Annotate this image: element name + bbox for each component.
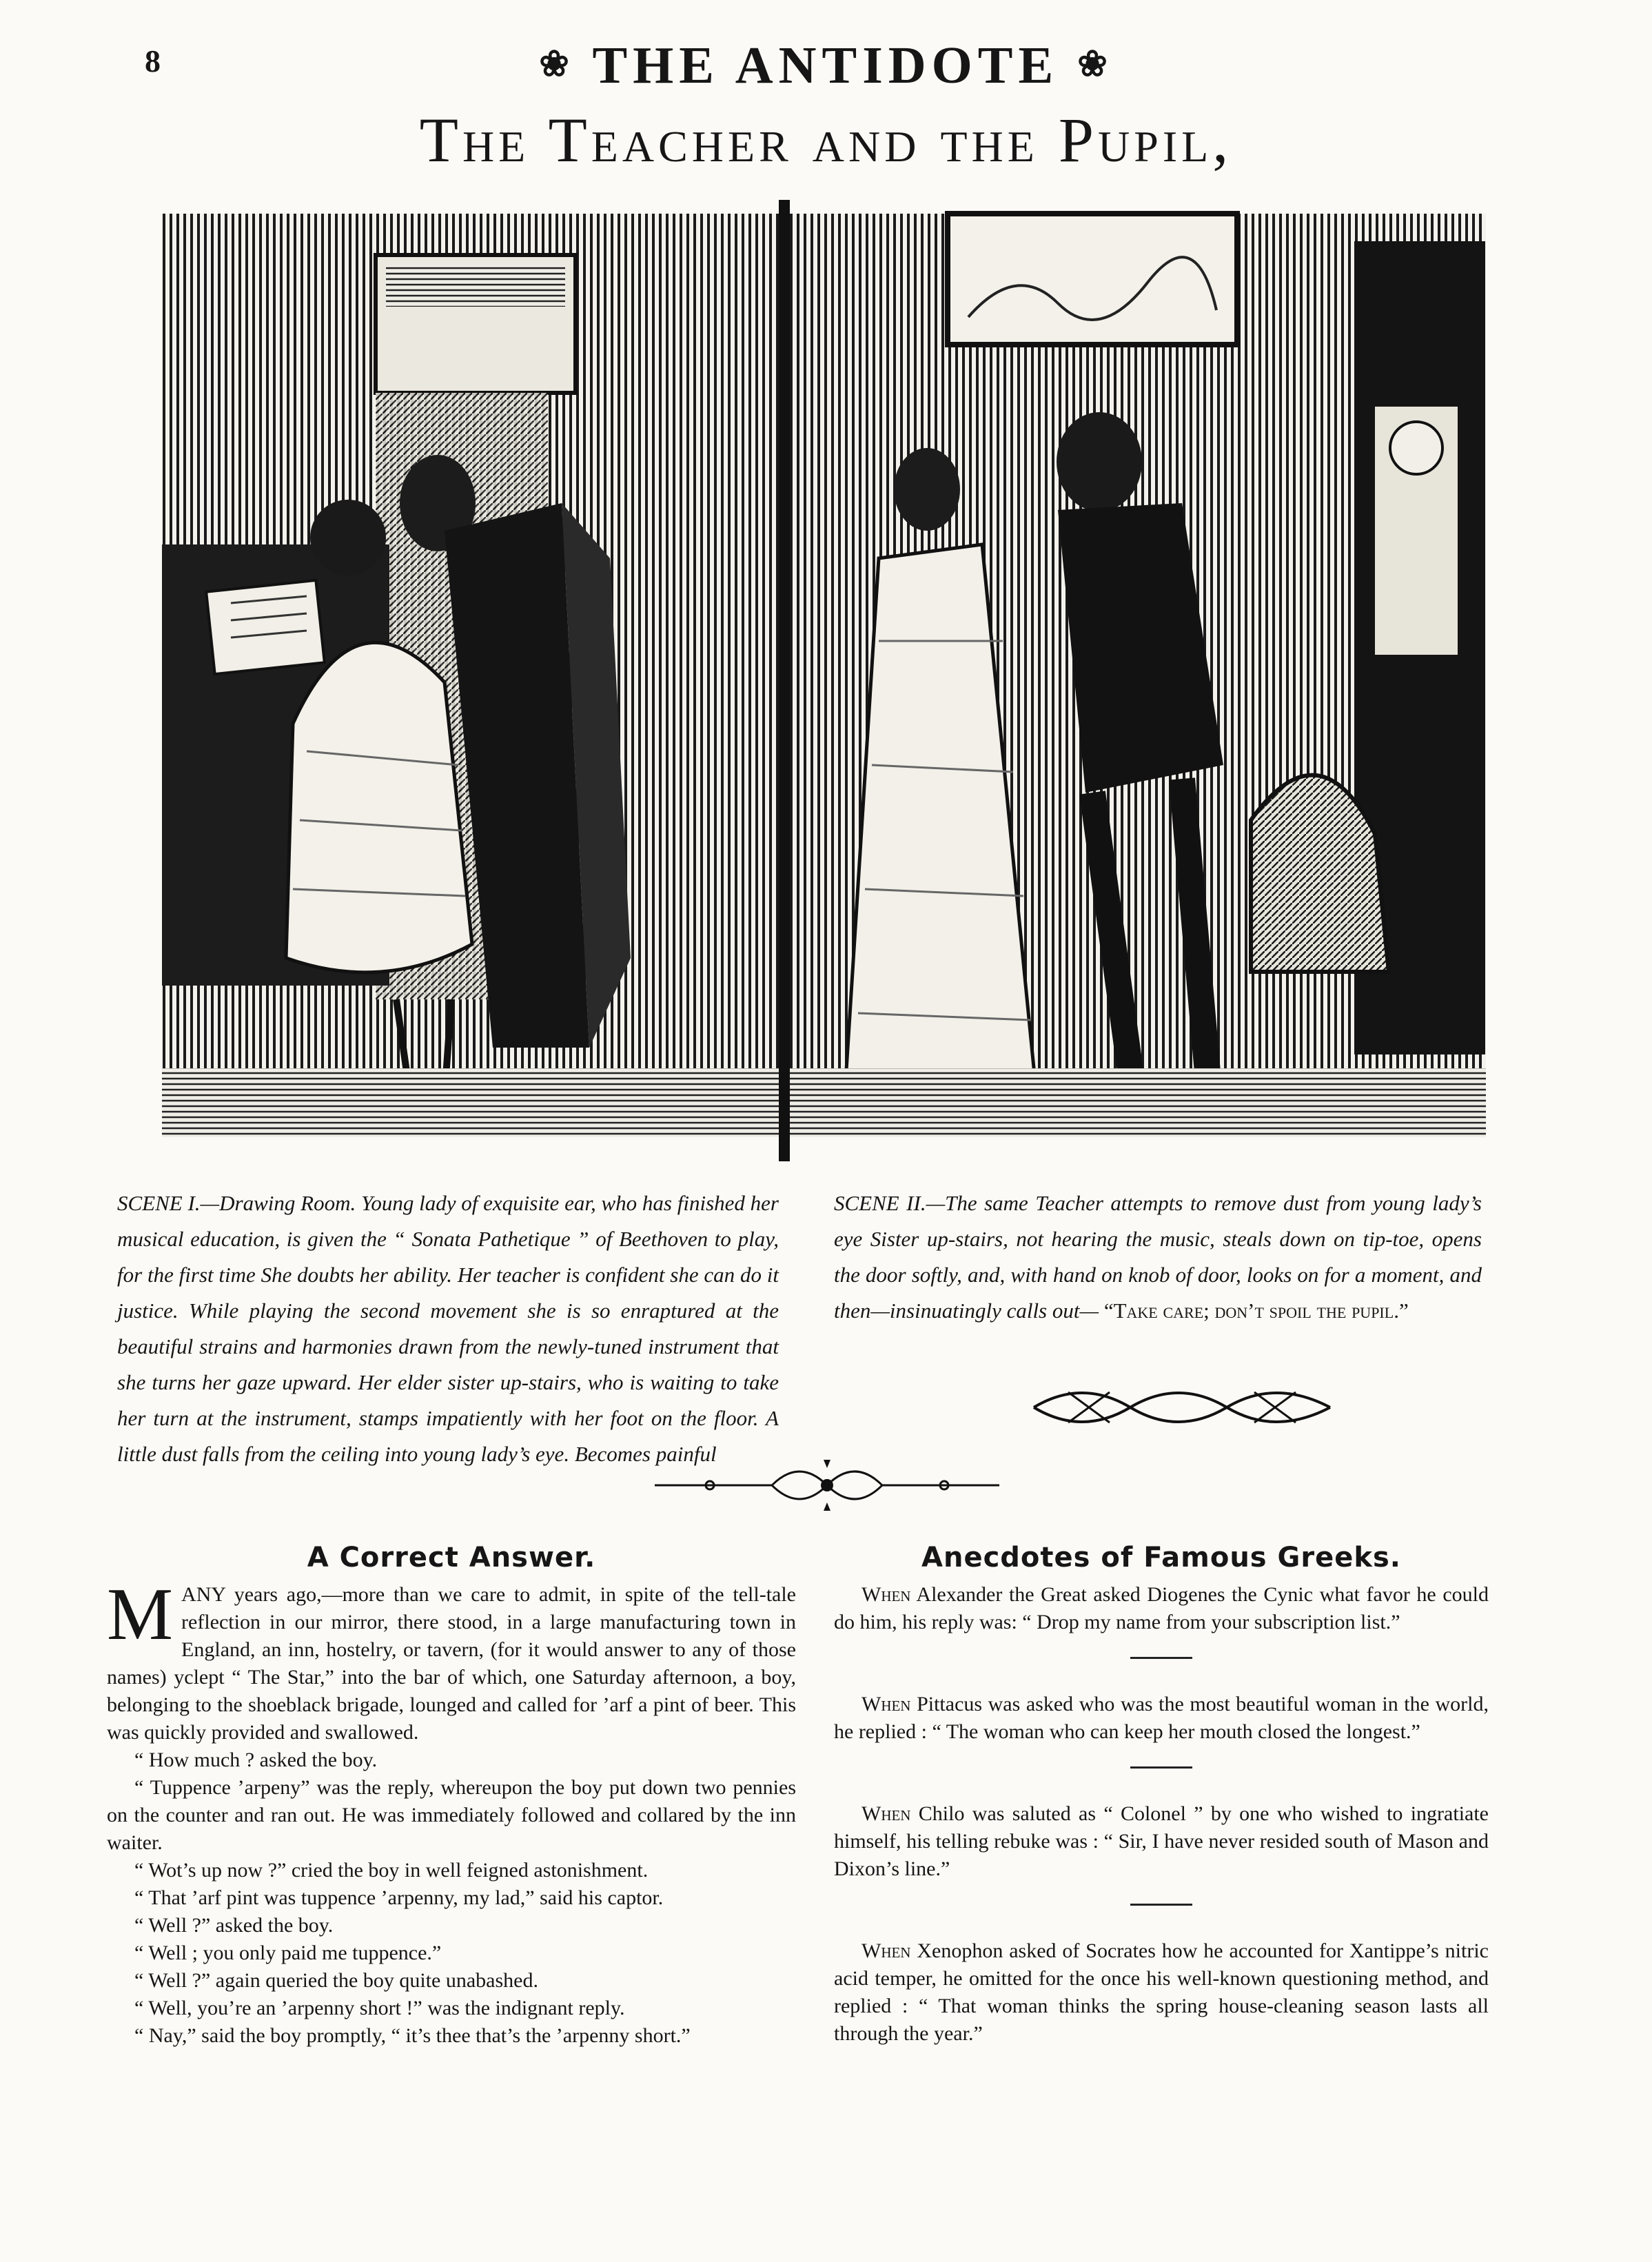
caption-scene-two-exclamation: “Take care; don’t spoil the pupil.”	[1103, 1298, 1409, 1323]
caption-scene-two	[834, 1185, 1482, 1329]
article-title: A Correct Answer.	[307, 1542, 596, 1573]
flourish-ornament-icon	[1027, 1378, 1337, 1437]
anecdote-paragraph	[834, 1937, 1489, 2048]
anecdote-separator	[1130, 1766, 1192, 1769]
anecdote-text: Pittacus was asked who was the most beautiful woman in the world, he replied : “ The woman who can keep her mouth closed the longest.”	[834, 1693, 1489, 1743]
anecdote-separator	[1130, 1657, 1192, 1659]
article-correct-answer	[107, 1544, 796, 2050]
dialogue-line: “ Well ?” asked the boy.	[134, 1914, 334, 1937]
page-number: 8	[145, 43, 161, 79]
article-title: Anecdotes of Famous Greeks.	[921, 1542, 1401, 1573]
anecdote-paragraph	[834, 1581, 1489, 1636]
anecdote-text: Alexander the Great asked Diogenes the Cynic what favor he could do him, his reply was: “ Drop my name from your subscription list.”	[834, 1583, 1489, 1633]
drop-cap: M	[107, 1573, 174, 1655]
anecdote-text: Xenophon asked of Socrates how he accounted for Xantippe’s nitric acid temper, he omitted for the once his well-known questioning method, and replied : “ That woman thinks the spring house-cleaning season lasts all through the year.”	[834, 1939, 1489, 2045]
masthead-ornament-right: ❀	[1077, 45, 1113, 84]
article-first-paragraph	[107, 1573, 796, 1746]
article-anecdotes-greeks	[834, 1544, 1489, 2048]
dialogue-line: “ Tuppence ’arpeny” was the reply, whereupon the boy put down two pennies on the counter and ran out. He was immediately followed and collared by the inn waiter.	[107, 1776, 796, 1854]
illustration	[148, 200, 1499, 1161]
dialogue-line: “ That ’arf pint was tuppence ’arpenny, my lad,” said his captor.	[134, 1886, 664, 1909]
anecdote-separator	[1130, 1904, 1192, 1906]
dialogue-line: “ Nay,” said the boy promptly, “ it’s thee that’s the ’arpenny short.”	[134, 2024, 691, 2047]
dialogue-line: “ Wot’s up now ?” cried the boy in well feigned astonishment.	[134, 1859, 649, 1882]
scene-two-parlor	[790, 214, 1486, 1137]
anecdote-text: Chilo was saluted as “ Colonel ” by one who wished to ingratiate himself, his telling rebuke was : “ Sir, I have never resided south of Mason and Dixon’s line.”	[834, 1802, 1489, 1880]
dialogue-line: “ Well ?” again queried the boy quite unabashed.	[134, 1969, 538, 1992]
dialogue-line: “ Well, you’re an ’arpenny short !” was the indignant reply.	[134, 1997, 625, 2019]
anecdote-lead: When	[861, 1802, 911, 1825]
anecdote-lead: When	[861, 1939, 911, 1962]
caption-scene-one: SCENE I.—Drawing Room. Young lady of exquisite ear, who has finished her musical education, is given the “ Sonata Pathetique ” of Beethoven to play, for the first time She doubts her ability. Her teacher is confident she can do it justice. While playing the second movement she is so enraptured at the beautiful strains and harmonies drawn from the newly-tuned instrument that she turns her gaze upward. Her elder sister up-stairs, who is waiting to take her turn at the instrument, stamps impatiently with her foot on the floor. A little dust falls from the ceiling into young lady’s eye. Becomes painful	[117, 1191, 779, 1466]
page-title: The Teacher and the Pupil,	[419, 105, 1233, 175]
masthead	[0, 36, 1652, 96]
masthead-text: THE ANTIDOTE	[592, 37, 1059, 94]
caption-scene-two-text: SCENE II.—The same Teacher attempts to remove dust from young lady’s eye Sister up-stairs, not hearing the music, steals down on tip-toe, opens the door softly, and, with hand on knob of door, looks on for a moment, and then—insinuatingly calls out—	[834, 1191, 1482, 1323]
anecdote-paragraph	[834, 1800, 1489, 1883]
anecdote-lead: When	[861, 1693, 911, 1715]
article-first-paragraph-text: ANY years ago,—more than we care to admit, in spite of the tell-tale reflection in our mirror, there stood, in a large manufacturing town in England, an inn, hostelry, or tavern, (for it would answer to any of those names) yclept “ The Star,” into the bar of which, one Saturday afternoon, a boy, belonging to the shoeblack brigade, lounged and called for ’arf a pint of beer. This was quickly provided and swallowed.	[107, 1583, 796, 1744]
section-divider-ornament-icon	[648, 1454, 1006, 1516]
anecdote-lead: When	[861, 1583, 911, 1606]
masthead-ornament-left: ❀	[539, 45, 575, 84]
dialogue-line: “ Well ; you only paid me tuppence.”	[134, 1942, 442, 1964]
anecdote-paragraph	[834, 1691, 1489, 1746]
scene-one-drawing-room	[162, 214, 789, 1137]
dialogue-line: “ How much ? asked the boy.	[134, 1749, 378, 1771]
